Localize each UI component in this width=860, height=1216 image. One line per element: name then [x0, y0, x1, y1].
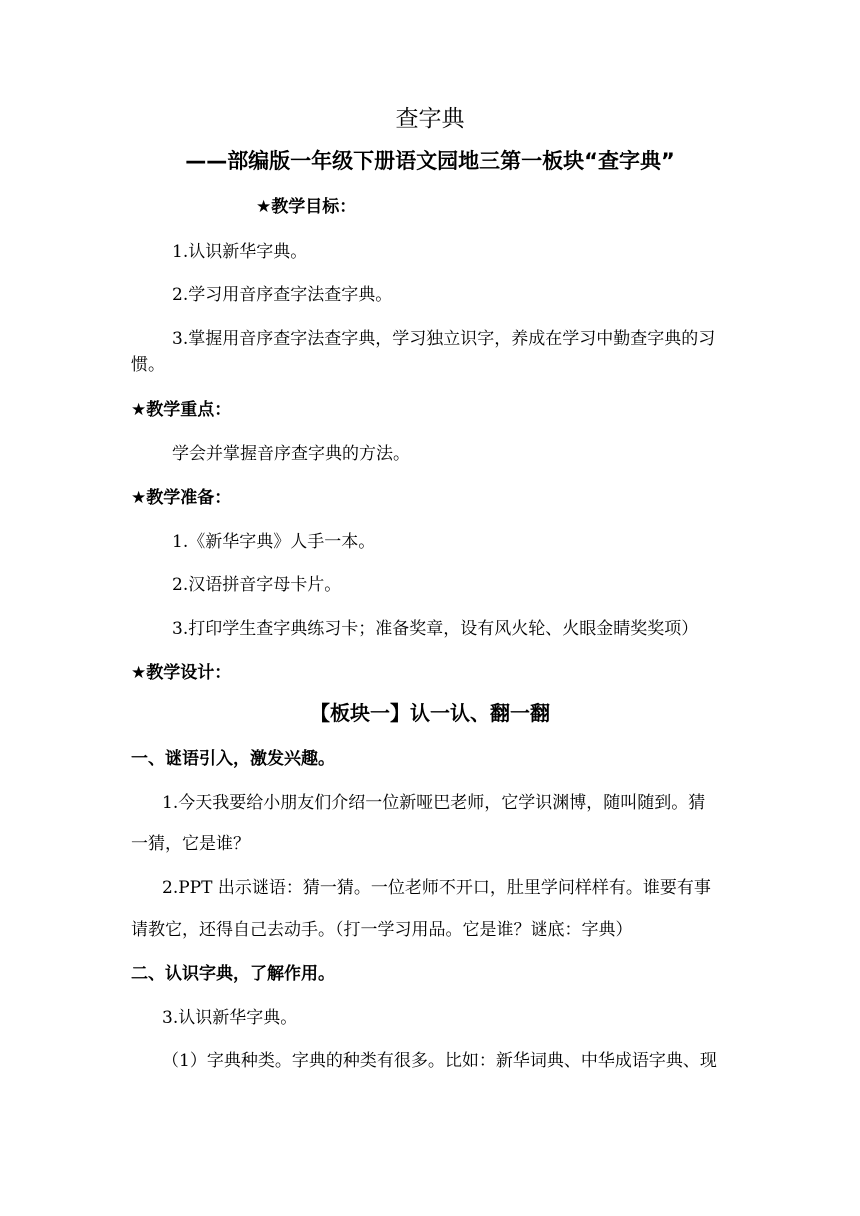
section-2-paragraph-1: 3.认识新华字典。 [162, 1008, 298, 1028]
goal-item-3-continued: 惯。 [131, 355, 165, 375]
prep-item-2: 2.汉语拼音字母卡片。 [172, 575, 342, 595]
design-heading: ★教学设计： [131, 663, 232, 683]
section-2-paragraph-2: （1）字典种类。字典的种类有很多。比如：新华词典、中华成语字典、现 [162, 1051, 717, 1071]
section-1-paragraph-2: 2.PPT 出示谜语：猜一猜。一位老师不开口，肚里学问样样有。谁要有事 [162, 878, 711, 898]
section-1-paragraph-1-continued: 一猜，它是谁？ [131, 834, 250, 854]
section-1-heading: 一、谜语引入，激发兴趣。 [131, 749, 335, 769]
document-subtitle: ——部编版一年级下册语文园地三第一板块“查字典” [185, 149, 675, 173]
key-item-1: 学会并掌握音序查字典的方法。 [172, 444, 410, 464]
section-2-heading: 二、认识字典，了解作用。 [131, 964, 335, 984]
goals-heading: ★教学目标： [256, 197, 357, 217]
section-1-paragraph-1: 1.今天我要给小朋友们介绍一位新哑巴老师，它学识渊博，随叫随到。猜 [162, 793, 706, 813]
goal-item-1: 1.认识新华字典。 [172, 242, 308, 262]
goal-item-3: 3.掌握用音序查字法查字典，学习独立识字，养成在学习中勤查字典的习 [172, 329, 716, 349]
goal-item-2: 2.学习用音序查字法查字典。 [172, 285, 393, 305]
key-heading: ★教学重点： [131, 400, 232, 420]
section-1-paragraph-2-continued: 请教它，还得自己去动手。（打一学习用品。它是谁？谜底：字典） [131, 920, 633, 940]
prep-item-1: 1.《新华字典》人手一本。 [172, 532, 376, 552]
prep-heading: ★教学准备： [131, 488, 232, 508]
document-title: 查字典 [395, 106, 465, 132]
prep-item-3: 3.打印学生查字典练习卡；准备奖章，设有风火轮、火眼金睛奖奖项） [172, 619, 699, 639]
block-heading: 【板块一】认一认、翻一翻 [310, 701, 550, 725]
